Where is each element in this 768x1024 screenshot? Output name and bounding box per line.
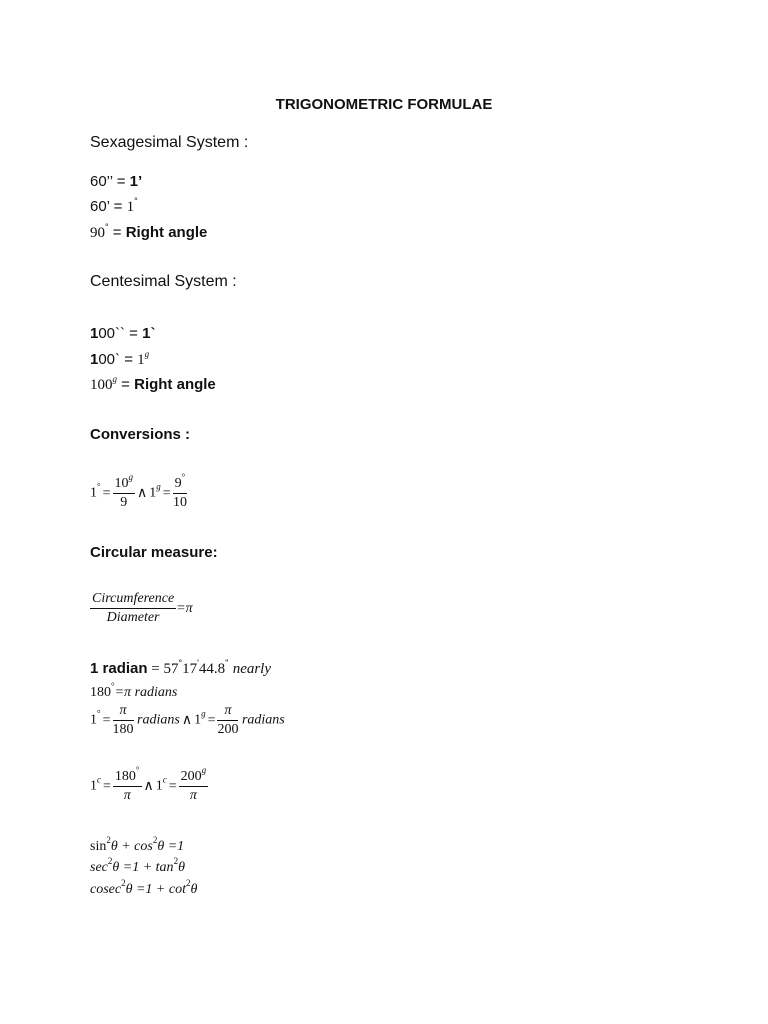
numerator: π: [217, 703, 238, 721]
identity-sin-cos: [90, 837, 184, 857]
formula-rhs: Right angle: [134, 376, 216, 393]
fraction: [113, 765, 142, 804]
radian-symbol: c: [162, 774, 167, 785]
formula-lhs-bold: 1: [90, 351, 99, 368]
fraction: [179, 765, 209, 804]
denominator: 200: [217, 722, 239, 737]
math-term: 1: [90, 778, 97, 794]
math-term: θ + cos: [110, 839, 153, 854]
numerator: 180: [114, 769, 136, 784]
radian-label: 1 radian: [90, 660, 148, 677]
grade-symbol: g: [128, 472, 134, 482]
conversions-heading: Conversions :: [90, 426, 191, 443]
exponent: 2: [173, 856, 179, 866]
formula-rhs: 1`: [142, 325, 156, 342]
math-term: 1: [90, 712, 97, 728]
exponent: 2: [106, 835, 111, 845]
centesimal-line-3: [90, 375, 216, 395]
degree-symbol: °: [97, 708, 101, 719]
formula-rhs: Right angle: [125, 224, 208, 241]
circumference-ratio: [90, 591, 193, 626]
denominator: 180: [112, 722, 134, 737]
fraction: [90, 591, 176, 626]
grade-symbol: g: [144, 349, 150, 359]
and-symbol: ∧: [137, 485, 148, 501]
formula-lhs: 60’ =: [90, 198, 127, 215]
exponent: 2: [152, 835, 158, 845]
seconds-value: 44.8: [198, 661, 226, 677]
identity-cosec-cot: [90, 880, 197, 900]
numerator: 9: [174, 476, 182, 491]
formula-rhs: 1: [126, 199, 135, 215]
radian-conversion-formula: [90, 765, 208, 804]
math-term: θ =1 + cot: [125, 882, 186, 897]
radian-definition: [90, 659, 271, 679]
formula-lhs: 90: [90, 225, 105, 241]
math-term: sec: [90, 860, 108, 875]
equals: =: [103, 778, 111, 794]
and-symbol: ∧: [181, 712, 193, 728]
centesimal-line-1: [90, 324, 155, 344]
formula-rhs: 1’: [129, 173, 143, 190]
minutes-value: 17: [182, 661, 198, 677]
degree-grade-radian-formula: [90, 703, 285, 738]
math-term: θ: [178, 860, 185, 875]
sexagesimal-line-3: [90, 223, 207, 243]
degree-symbol: °: [181, 472, 186, 482]
exponent: 2: [121, 878, 126, 888]
sexagesimal-line-2: [90, 197, 138, 217]
fraction: [217, 703, 238, 738]
math-term: θ =1 + tan: [112, 860, 174, 875]
pi-result: =π: [176, 601, 193, 617]
radians-text: radians: [241, 712, 285, 728]
pi-result: =π: [114, 685, 132, 700]
math-term: 1: [149, 485, 157, 501]
math-term: 1: [194, 712, 202, 728]
math-term: θ =1: [157, 839, 185, 854]
denominator: 10: [172, 495, 187, 510]
second-symbol: '': [225, 658, 229, 668]
equals: =: [162, 485, 171, 501]
degree-symbol: °: [135, 765, 140, 775]
numerator: 10: [114, 476, 129, 491]
conversion-formula: [90, 472, 187, 511]
and-symbol: ∧: [143, 778, 154, 794]
math-term: sin: [90, 839, 107, 854]
equals: =: [102, 485, 111, 501]
fraction: [113, 472, 136, 511]
exponent: 2: [185, 878, 191, 888]
denominator: 9: [120, 495, 128, 510]
page-title: TRIGONOMETRIC FORMULAE: [275, 96, 493, 113]
deg180-equals-pi: [90, 683, 177, 703]
nearly-text: nearly: [232, 661, 272, 677]
centesimal-heading: Centesimal System :: [90, 273, 237, 290]
math-term: 1: [155, 778, 163, 794]
radian-value: = 57: [147, 661, 179, 677]
denominator: Diameter: [106, 610, 160, 625]
degree-symbol: °: [105, 222, 109, 232]
degree-symbol: °: [97, 481, 101, 492]
numerator: 200: [180, 769, 202, 784]
radians-text: radians: [134, 685, 178, 700]
math-term: 1: [90, 485, 97, 501]
denominator: π: [123, 788, 131, 803]
radian-symbol: c: [97, 774, 101, 785]
radians-text: radians: [137, 712, 180, 728]
grade-symbol: g: [201, 708, 206, 719]
minute-symbol: ': [197, 658, 199, 668]
math-term: cosec: [90, 882, 122, 897]
sexagesimal-line-1: [90, 172, 142, 192]
formula-lhs: 60’’ =: [90, 173, 130, 190]
identity-sec-tan: [90, 858, 185, 878]
math-term: θ: [190, 882, 198, 897]
circular-measure-heading: Circular measure:: [90, 544, 218, 561]
formula-lhs: 00`` =: [98, 325, 143, 342]
equals: =: [207, 712, 216, 728]
formula-lhs-bold: 1: [90, 325, 99, 342]
numerator: Circumference: [90, 591, 176, 609]
fraction: [113, 703, 134, 738]
sexagesimal-heading: Sexagesimal System :: [90, 134, 249, 151]
equals: =: [168, 778, 177, 794]
numerator: π: [113, 703, 134, 721]
fraction: [172, 472, 188, 511]
degree-symbol: °: [111, 681, 115, 691]
grade-symbol: g: [112, 374, 117, 384]
denominator: π: [189, 788, 197, 803]
formula-lhs: 00` =: [98, 351, 138, 368]
equals: =: [102, 712, 111, 728]
grade-symbol: g: [156, 481, 161, 492]
math-term: 180: [90, 685, 111, 700]
grade-symbol: g: [201, 765, 207, 775]
exponent: 2: [107, 856, 113, 866]
degree-symbol: °: [178, 658, 183, 668]
formula-rhs: 1: [137, 352, 145, 368]
formula-lhs: 100: [90, 377, 113, 393]
equals: =: [117, 376, 135, 393]
equals: =: [108, 224, 126, 241]
centesimal-line-2: [90, 350, 149, 370]
degree-symbol: °: [134, 196, 138, 206]
